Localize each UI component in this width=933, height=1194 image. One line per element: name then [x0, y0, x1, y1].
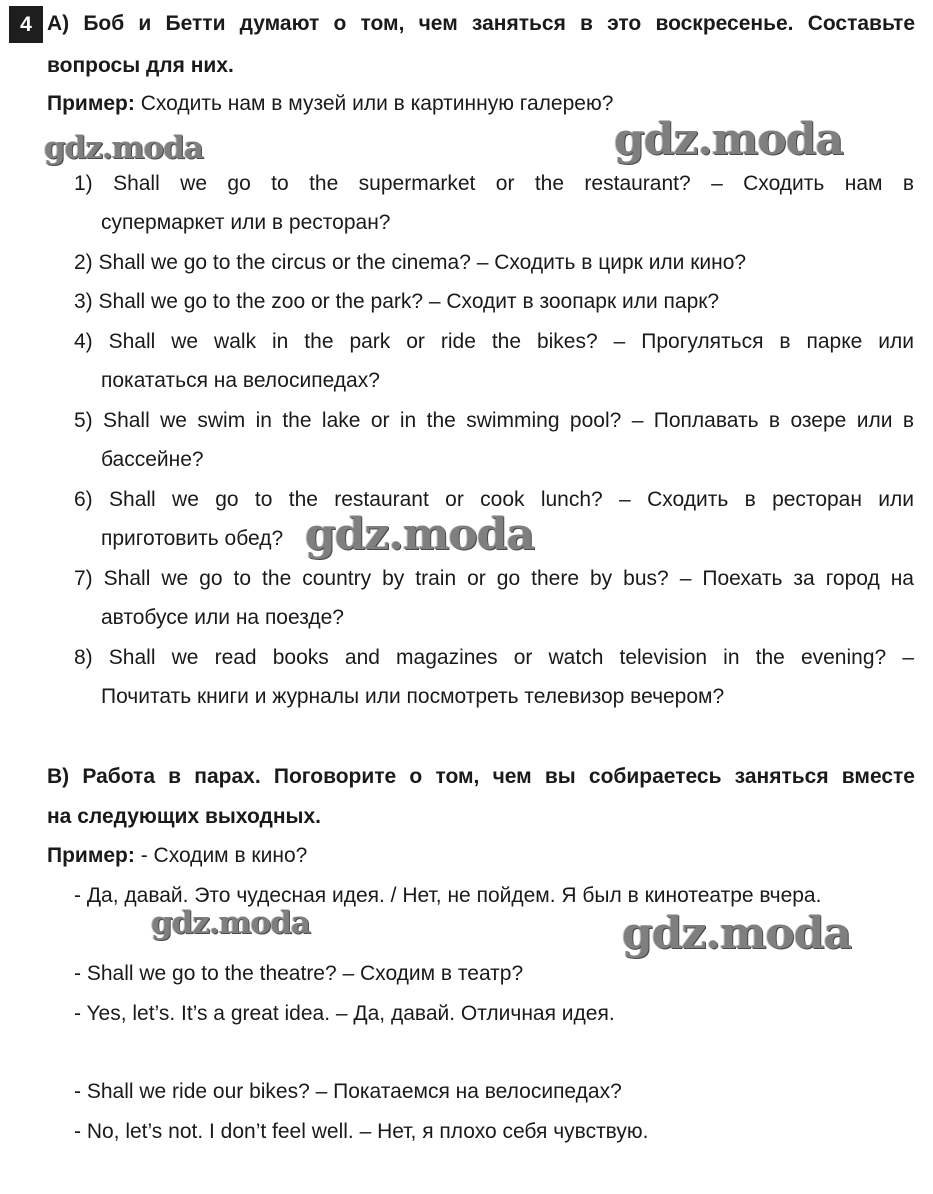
example-label: Пример: — [47, 92, 135, 115]
dialogue-line-1: - Да, давай. Это чудесная идея. / Нет, не пойдем. Я был в кинотеатре вчера. — [74, 884, 822, 907]
watermark: gdz.moda — [622, 908, 852, 959]
example-label: Пример: — [47, 844, 135, 867]
part-a-heading-line1: А) Боб и Бетти думают о том, чем заняться в это воскресенье. Составьте — [47, 12, 915, 35]
list-item-6-line2: приготовить обед? — [101, 527, 284, 550]
list-item-5-line1: 5) Shall we swim in the lake or in the swimming pool? – Поплавать в озере или в — [74, 409, 914, 432]
watermark: gdz.moda — [614, 114, 844, 165]
dialogue-line-2: - Shall we go to the theatre? – Сходим в театр? — [74, 962, 524, 985]
list-item-4-line2: покататься на велосипедах? — [101, 369, 380, 392]
list-item-1-line1: 1) Shall we go to the supermarket or the restaurant? – Сходить нам в — [74, 172, 914, 195]
example-text: Сходить нам в музей или в картинную галерею? — [134, 92, 614, 115]
watermark: gdz.moda — [151, 905, 310, 941]
list-item-2: 2) Shall we go to the circus or the cinema? – Сходить в цирк или кино? — [74, 251, 747, 274]
list-item-3: 3) Shall we go to the zoo or the park? – Сходит в зоопарк или парк? — [74, 290, 720, 313]
task-number-badge: 4 — [9, 6, 43, 43]
example-text: - Сходим в кино? — [134, 844, 308, 867]
dialogue-line-3: - Yes, let’s. It’s a great idea. – Да, давай. Отличная идея. — [74, 1002, 615, 1025]
watermark: gdz.moda — [44, 130, 203, 166]
list-item-1-line2: супермаркет или в ресторан? — [101, 211, 391, 234]
list-item-8-line2: Почитать книги и журналы или посмотреть телевизор вечером? — [101, 685, 725, 708]
part-b-example — [47, 844, 307, 868]
dialogue-line-4: - Shall we ride our bikes? – Покатаемся на велосипедах? — [74, 1080, 622, 1103]
list-item-5-line2: бассейне? — [101, 448, 204, 471]
part-b-heading-line1: В) Работа в парах. Поговорите о том, чем вы собираетесь заняться вместе — [47, 765, 915, 788]
part-b-heading-line2: на следующих выходных. — [47, 805, 321, 828]
list-item-6-line1: 6) Shall we go to the restaurant or cook lunch? – Сходить в ресторан или — [74, 488, 914, 511]
dialogue-line-5: - No, let’s not. I don’t feel well. – Нет, я плохо себя чувствую. — [74, 1120, 649, 1143]
list-item-8-line1: 8) Shall we read books and magazines or watch television in the evening? – — [74, 646, 914, 669]
list-item-7-line2: автобусе или на поезде? — [101, 606, 344, 629]
list-item-7-line1: 7) Shall we go to the country by train or go there by bus? – Поехать за город на — [74, 567, 914, 590]
watermark: gdz.moda — [305, 509, 535, 560]
part-a-example — [47, 92, 613, 116]
list-item-4-line1: 4) Shall we walk in the park or ride the bikes? – Прогуляться в парке или — [74, 330, 914, 353]
part-a-heading-line2: вопросы для них. — [47, 54, 234, 77]
